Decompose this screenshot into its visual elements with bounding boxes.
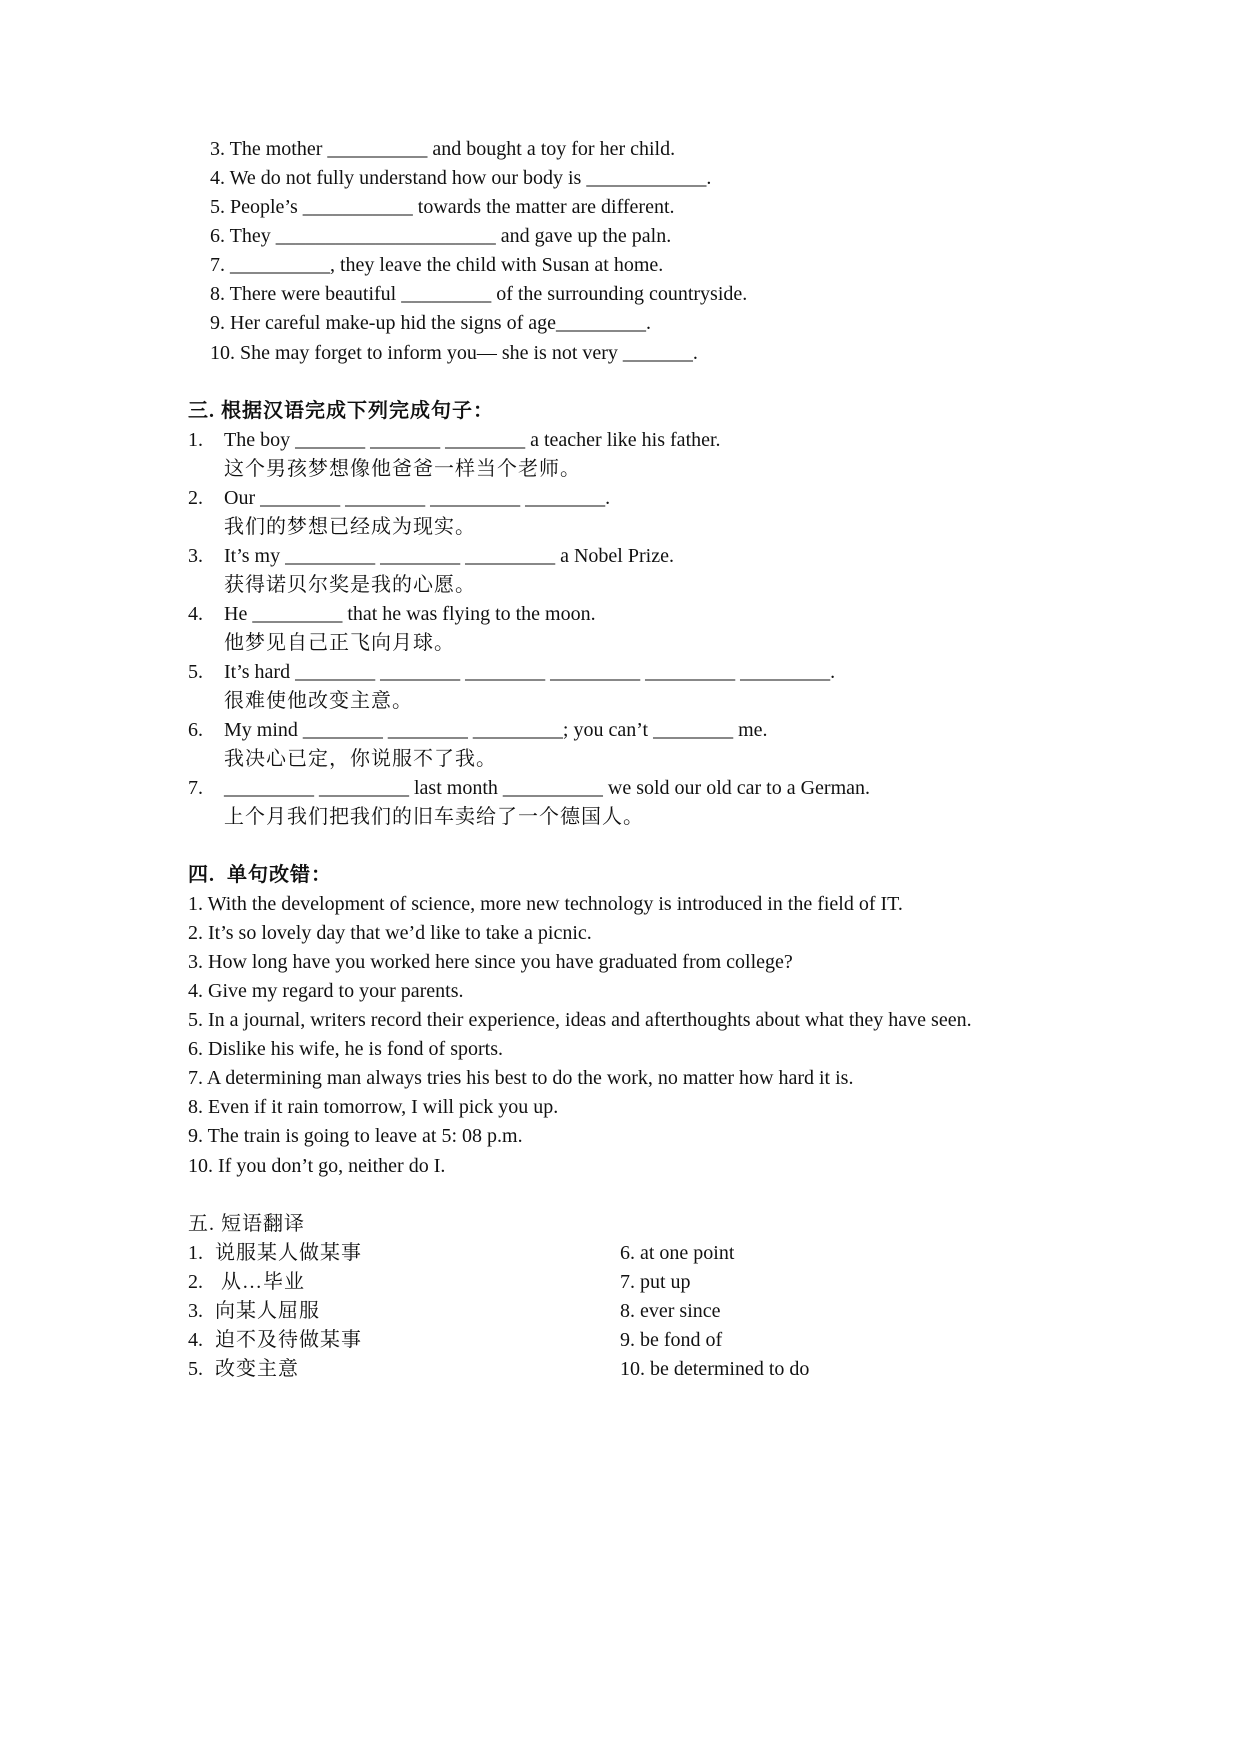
list-item: 6. They ______________________ and gave up the paln.	[210, 225, 672, 247]
item-number: 4.	[188, 603, 203, 625]
sentence-chinese: 获得诺贝尔奖是我的心愿。	[224, 574, 476, 596]
phrase-english: 8. ever since	[620, 1300, 721, 1322]
sentence-chinese: 我决心已定，你说服不了我。	[224, 748, 497, 770]
section-heading: 四. 单句改错：	[188, 864, 332, 886]
item-number: 1.	[188, 429, 203, 451]
sentence-english: The boy _______ _______ ________ a teacher like his father.	[224, 429, 721, 451]
phrase-english: 7. put up	[620, 1271, 691, 1293]
list-item: 3. How long have you worked here since you have graduated from college?	[188, 951, 793, 973]
phrase-chinese: 从…毕业	[215, 1271, 305, 1293]
item-number: 4.	[188, 1329, 203, 1351]
item-number: 5.	[188, 661, 203, 683]
sentence-english: It’s hard ________ ________ ________ _________ _________ _________.	[224, 661, 836, 683]
phrase-chinese: 迫不及待做某事	[215, 1329, 362, 1351]
item-number: 5.	[188, 1358, 203, 1380]
list-item: 5. People’s ___________ towards the matter are different.	[210, 196, 675, 218]
sentence-chinese: 这个男孩梦想像他爸爸一样当个老师。	[224, 458, 581, 480]
phrase-english: 10. be determined to do	[620, 1358, 810, 1380]
sentence-english: It’s my _________ ________ _________ a Nobel Prize.	[224, 545, 674, 567]
list-item: 1. With the development of science, more new technology is introduced in the field of IT.	[188, 893, 903, 915]
sentence-english: Our ________ ________ _________ ________.	[224, 487, 611, 509]
item-number: 1.	[188, 1242, 203, 1264]
list-item: 7. A determining man always tries his best to do the work, no matter how hard it is.	[188, 1067, 854, 1089]
item-number: 7.	[188, 777, 203, 799]
list-item: 4. Give my regard to your parents.	[188, 980, 464, 1002]
list-item: 9. The train is going to leave at 5: 08 p.m.	[188, 1125, 523, 1147]
list-item: 6. Dislike his wife, he is fond of sports.	[188, 1038, 503, 1060]
item-number: 2.	[188, 1271, 203, 1293]
sentence-chinese: 我们的梦想已经成为现实。	[224, 516, 476, 538]
list-item: 5. In a journal, writers record their experience, ideas and afterthoughts about what they have seen.	[188, 1009, 972, 1031]
phrase-chinese: 向某人屈服	[215, 1300, 320, 1322]
list-item: 3. The mother __________ and bought a toy for her child.	[210, 138, 676, 160]
list-item: 7. __________, they leave the child with Susan at home.	[210, 254, 664, 276]
sentence-chinese: 很难使他改变主意。	[224, 690, 413, 712]
sentence-english: _________ _________ last month __________ we sold our old car to a German.	[224, 777, 871, 799]
phrase-chinese: 说服某人做某事	[215, 1242, 362, 1264]
list-item: 8. There were beautiful _________ of the surrounding countryside.	[210, 283, 748, 305]
list-item: 9. Her careful make-up hid the signs of age_________.	[210, 312, 651, 334]
list-item: 4. We do not fully understand how our body is ____________.	[210, 167, 712, 189]
sentence-english: He _________ that he was flying to the moon.	[224, 603, 596, 625]
sentence-chinese: 他梦见自己正飞向月球。	[224, 632, 455, 654]
list-item: 2. It’s so lovely day that we’d like to take a picnic.	[188, 922, 592, 944]
item-number: 2.	[188, 487, 203, 509]
sentence-english: My mind ________ ________ _________; you can’t ________ me.	[224, 719, 768, 741]
list-item: 10. She may forget to inform you— she is not very _______.	[210, 342, 698, 364]
phrase-english: 9. be fond of	[620, 1329, 723, 1351]
list-item: 10. If you don’t go, neither do I.	[188, 1155, 446, 1177]
sentence-chinese: 上个月我们把我们的旧车卖给了一个德国人。	[224, 806, 644, 828]
phrase-chinese: 改变主意	[215, 1358, 299, 1380]
item-number: 3.	[188, 545, 203, 567]
item-number: 3.	[188, 1300, 203, 1322]
phrase-english: 6. at one point	[620, 1242, 735, 1264]
item-number: 6.	[188, 719, 203, 741]
section-heading: 三. 根据汉语完成下列完成句子：	[188, 400, 494, 422]
section-heading: 五. 短语翻译	[188, 1213, 305, 1235]
list-item: 8. Even if it rain tomorrow, I will pick you up.	[188, 1096, 559, 1118]
